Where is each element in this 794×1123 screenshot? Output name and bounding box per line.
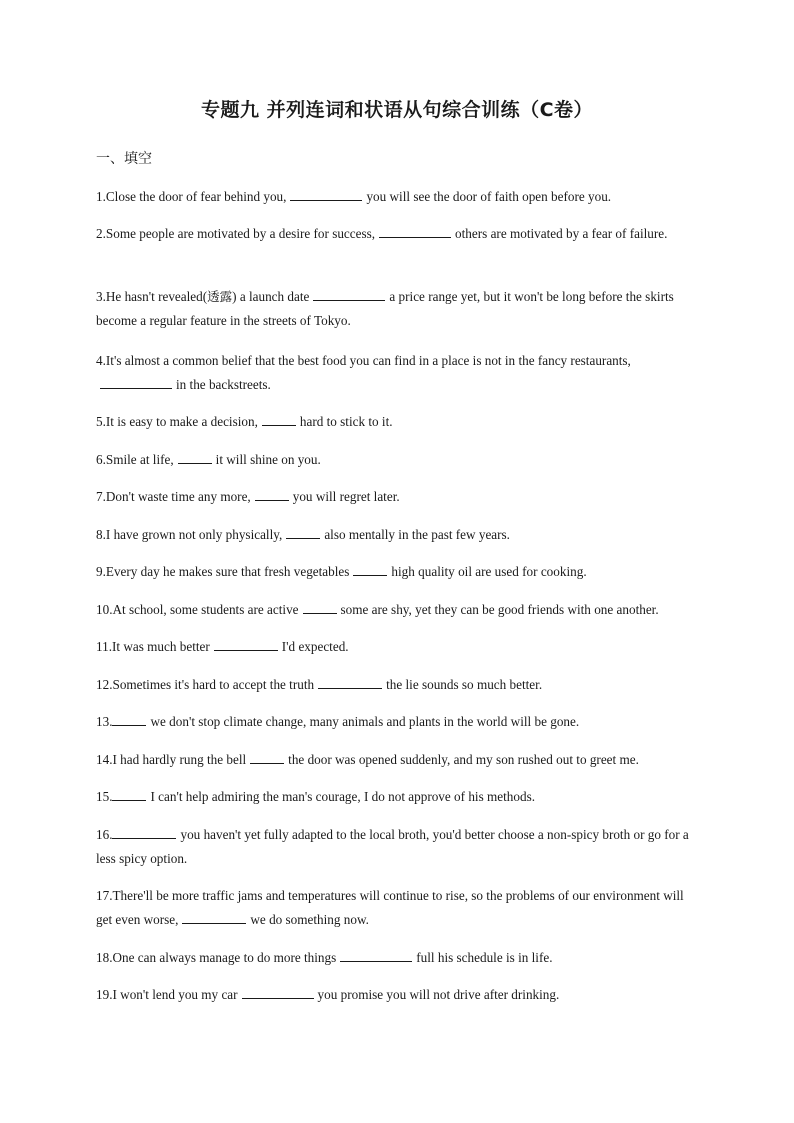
question-14 (96, 748, 700, 772)
answer-blank[interactable] (318, 674, 382, 689)
question-text: 3.He hasn't revealed( (96, 289, 208, 304)
answer-blank[interactable] (262, 411, 296, 426)
question-text: hard to stick to it. (299, 414, 393, 429)
question-text: I'd expected. (281, 639, 349, 654)
question-text: 6.Smile at life, (96, 452, 174, 467)
question-text: 4.It's almost a common belief that the best food you can find in a place is not in the fancy restaurants, (96, 353, 631, 368)
question-text: 8.I have grown not only physically, (96, 527, 283, 542)
question-text: a price range yet, but it won't be long before the skirts become a regular feature in the streets of Tokyo. (96, 289, 674, 328)
question-text: you haven't yet fully adapted to the local broth, you'd better choose a non-spicy broth or go for a less spicy option. (96, 827, 689, 866)
question-text: 11.It was much better (96, 639, 210, 654)
question-text: 19.I won't lend you my car (96, 987, 238, 1002)
question-text: we don't stop climate change, many animals and plants in the world will be gone. (150, 714, 580, 729)
answer-blank[interactable] (340, 947, 412, 962)
question-text: in the backstreets. (176, 377, 271, 392)
question-2 (96, 222, 700, 246)
question-text: 16. (96, 827, 113, 842)
question-text: 18.One can always manage to do more things (96, 950, 337, 965)
question-text: 14.I had hardly rung the bell (96, 752, 247, 767)
question-text: also mentally in the past few years. (324, 527, 510, 542)
page-title: 专题九 并列连词和状语从句综合训练（C卷） (200, 99, 594, 121)
question-11 (96, 635, 700, 659)
question-text: 1.Close the door of fear behind you, (96, 189, 287, 204)
answer-blank[interactable] (290, 186, 362, 201)
question-text: you promise you will not drive after drinking. (317, 987, 560, 1002)
question-text: others are motivated by a fear of failure. (455, 226, 668, 241)
question-8 (96, 523, 700, 547)
question-text: it will shine on you. (215, 452, 321, 467)
answer-blank[interactable] (313, 286, 385, 301)
question-text: some are shy, yet they can be good friends with one another. (340, 602, 659, 617)
question-text: 13. (96, 714, 113, 729)
answer-blank[interactable] (286, 524, 320, 539)
question-text: you will regret later. (292, 489, 400, 504)
question-text: we do something now. (250, 912, 369, 927)
question-text: high quality oil are used for cooking. (391, 564, 587, 579)
answer-blank[interactable] (353, 561, 387, 576)
question-text: 15. (96, 789, 113, 804)
question-5 (96, 410, 700, 434)
question-13 (96, 710, 700, 734)
question-7 (96, 485, 700, 509)
answer-blank[interactable] (100, 374, 172, 389)
answer-blank[interactable] (255, 486, 289, 501)
question-text: 2.Some people are motivated by a desire for success, (96, 226, 376, 241)
question-text: I can't help admiring the man's courage, I do not approve of his methods. (150, 789, 536, 804)
answer-blank[interactable] (214, 636, 278, 651)
answer-blank[interactable] (379, 223, 451, 238)
question-19 (96, 983, 700, 1007)
question-10 (96, 598, 700, 622)
answer-blank[interactable] (250, 749, 284, 764)
question-12 (96, 673, 700, 697)
answer-blank[interactable] (182, 909, 246, 924)
answer-blank[interactable] (112, 786, 146, 801)
answer-blank[interactable] (112, 711, 146, 726)
answer-blank[interactable] (242, 984, 314, 999)
question-text: 17.There'll be more traffic jams and temperatures will continue to rise, so the problems of our environment will get even worse, (96, 888, 684, 927)
question-15 (96, 785, 700, 809)
question-text: the lie sounds so much better. (386, 677, 543, 692)
question-6 (96, 448, 700, 472)
question-4 (96, 349, 700, 397)
question-18 (96, 946, 700, 970)
question-17 (96, 884, 700, 932)
question-text: 7.Don't waste time any more, (96, 489, 251, 504)
question-text: you will see the door of faith open before you. (366, 189, 612, 204)
question-text: 5.It is easy to make a decision, (96, 414, 258, 429)
question-text: full his schedule is in life. (416, 950, 553, 965)
question-text: 12.Sometimes it's hard to accept the truth (96, 677, 315, 692)
question-text: the door was opened suddenly, and my son rushed out to greet me. (288, 752, 639, 767)
answer-blank[interactable] (178, 449, 212, 464)
section-heading: 一、填空 (96, 151, 152, 167)
question-3 (96, 285, 700, 333)
question-9 (96, 560, 700, 584)
question-16 (96, 823, 700, 871)
answer-blank[interactable] (303, 599, 337, 614)
question-text: 10.At school, some students are active (96, 602, 299, 617)
question-text: 9.Every day he makes sure that fresh vegetables (96, 564, 350, 579)
question-text-cjk: 透露 (207, 289, 233, 304)
question-1 (96, 185, 700, 209)
question-text: ) a launch date (232, 289, 310, 304)
answer-blank[interactable] (112, 824, 176, 839)
